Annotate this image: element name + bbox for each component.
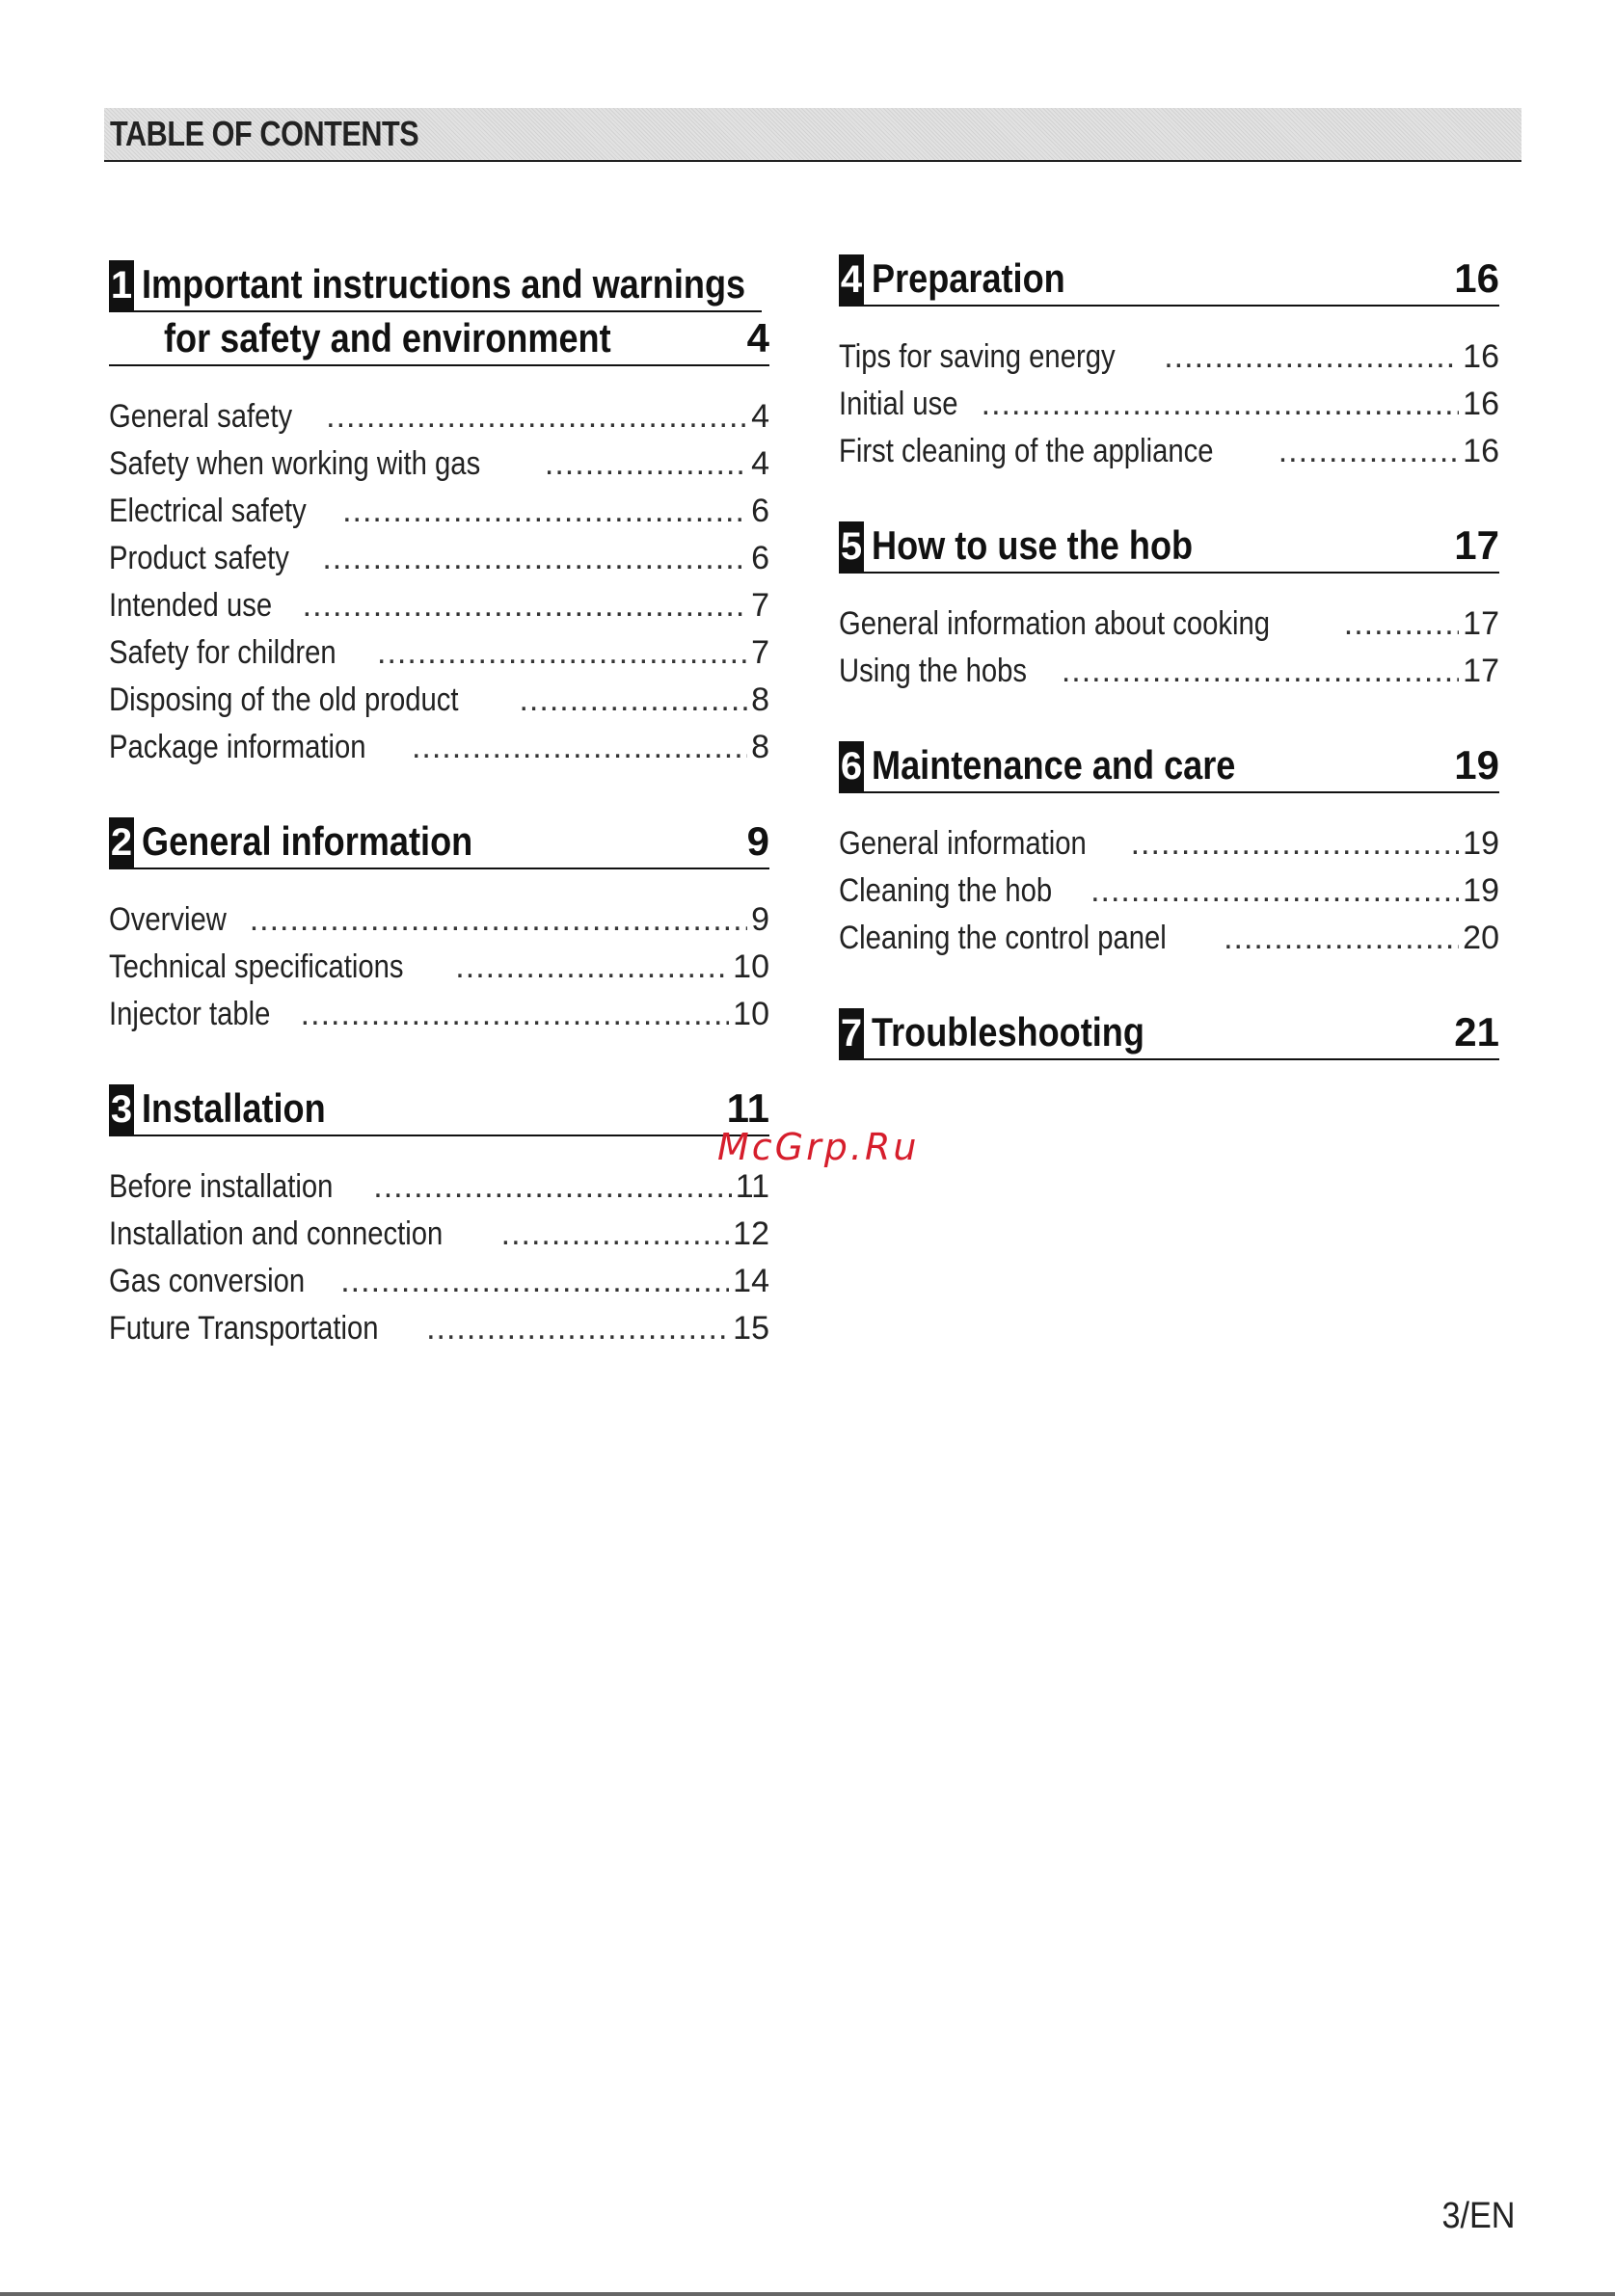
section-number-badge: 1 — [109, 260, 134, 310]
toc-section-3 — [109, 1082, 769, 1352]
entry-page: 16 — [1463, 386, 1499, 422]
entry-page: 20 — [1463, 920, 1499, 956]
entry-label: Product safety — [109, 540, 289, 576]
section-heading[interactable] — [839, 1006, 1499, 1060]
entry-label: Safety when working with gas — [109, 445, 481, 482]
entry-label: Using the hobs — [839, 653, 1028, 689]
entry-label: Cleaning the hob — [839, 872, 1053, 909]
section-heading[interactable] — [839, 739, 1499, 793]
entry-label: First cleaning of the appliance — [839, 433, 1214, 469]
entry-label: Technical specifications — [109, 948, 404, 985]
watermark: McGrp.Ru — [717, 1126, 920, 1168]
leader-dots — [340, 1258, 729, 1305]
leader-dots — [1279, 428, 1459, 475]
toc-entry[interactable] — [109, 724, 769, 771]
section-page-number: 16 — [1454, 255, 1499, 301]
leader-dots — [545, 441, 747, 488]
entry-label: Cleaning the control panel — [839, 920, 1167, 956]
toc-right-column — [839, 253, 1499, 1105]
toc-entry[interactable] — [109, 944, 769, 991]
entry-page: 19 — [1463, 825, 1499, 862]
toc-entry[interactable] — [109, 488, 769, 535]
leader-dots — [1344, 601, 1459, 648]
toc-section-5 — [839, 520, 1499, 695]
section-heading[interactable] — [109, 815, 769, 869]
section-page-number: 4 — [746, 315, 769, 360]
entry-label: Tips for saving energy — [839, 338, 1116, 375]
leader-dots — [1164, 334, 1459, 381]
section-page-number: 17 — [1454, 522, 1499, 568]
section-number-badge: 6 — [839, 741, 864, 791]
entry-page: 17 — [1463, 605, 1499, 642]
leader-dots — [326, 393, 747, 441]
toc-section-4 — [839, 253, 1499, 475]
toc-entry[interactable] — [839, 648, 1499, 695]
entry-page: 7 — [751, 587, 769, 624]
section-title: Important instructions and warnings — [142, 261, 746, 307]
entry-page: 7 — [751, 634, 769, 671]
toc-section-7 — [839, 1006, 1499, 1060]
section-title: Troubleshooting — [872, 1009, 1144, 1055]
entry-page: 6 — [751, 540, 769, 576]
page-number: 3/EN — [1440, 2196, 1515, 2236]
leader-dots — [455, 944, 729, 991]
section-number-badge: 7 — [839, 1008, 864, 1058]
toc-entry[interactable] — [109, 1211, 769, 1258]
entry-page: 10 — [733, 996, 769, 1032]
toc-section-2 — [109, 815, 769, 1038]
entry-page: 16 — [1463, 338, 1499, 375]
leader-dots — [1062, 648, 1459, 695]
toc-entry[interactable] — [839, 601, 1499, 648]
toc-entry[interactable] — [109, 677, 769, 724]
leader-dots — [322, 535, 747, 582]
toc-entry[interactable] — [109, 441, 769, 488]
entry-label: General safety — [109, 398, 293, 435]
entry-label: Overview — [109, 901, 227, 938]
toc-section-1 — [109, 258, 769, 771]
toc-entry[interactable] — [109, 1305, 769, 1352]
toc-entry[interactable] — [109, 629, 769, 677]
toc-title: TABLE OF CONTENTS — [110, 114, 419, 153]
toc-entry[interactable] — [109, 1258, 769, 1305]
toc-entry[interactable] — [839, 915, 1499, 962]
toc-entry[interactable] — [109, 393, 769, 441]
entry-label: Injector table — [109, 996, 271, 1032]
section-number-badge: 4 — [839, 254, 864, 305]
toc-entry[interactable] — [839, 334, 1499, 381]
toc-entry[interactable] — [109, 1163, 769, 1211]
entry-page: 8 — [751, 681, 769, 718]
entry-label: Disposing of the old product — [109, 681, 459, 718]
toc-entry[interactable] — [109, 535, 769, 582]
leader-dots — [342, 488, 747, 535]
toc-header-bar — [104, 108, 1521, 162]
toc-entry[interactable] — [109, 896, 769, 944]
section-title: Installation — [142, 1085, 326, 1131]
section-heading[interactable] — [839, 520, 1499, 574]
bottom-rule — [0, 2292, 1615, 2296]
section-title: General information — [142, 818, 473, 864]
toc-entry[interactable] — [839, 381, 1499, 428]
leader-dots — [412, 724, 747, 771]
section-heading[interactable] — [109, 1082, 769, 1136]
leader-dots — [303, 582, 747, 629]
leader-dots — [1090, 868, 1459, 915]
section-page-number: 21 — [1454, 1009, 1499, 1055]
leader-dots — [1224, 915, 1459, 962]
entry-page: 8 — [751, 729, 769, 765]
leader-dots — [519, 677, 747, 724]
section-number-badge: 5 — [839, 521, 864, 572]
section-number-badge: 3 — [109, 1084, 134, 1135]
entry-label: Safety for children — [109, 634, 336, 671]
section-page-number: 9 — [746, 818, 769, 864]
entry-page: 4 — [751, 445, 769, 482]
entry-page: 19 — [1463, 872, 1499, 909]
entry-page: 4 — [751, 398, 769, 435]
entry-page: 11 — [735, 1168, 769, 1205]
toc-left-column — [109, 258, 769, 1397]
entry-page: 17 — [1463, 653, 1499, 689]
section-title: How to use the hob — [872, 522, 1194, 568]
section-title-continued: for safety and environment — [164, 315, 611, 360]
leader-dots — [1131, 820, 1460, 868]
entry-label: General information about cooking — [839, 605, 1270, 642]
toc-entry[interactable] — [109, 582, 769, 629]
toc-entry[interactable] — [839, 428, 1499, 475]
section-heading[interactable] — [109, 258, 769, 366]
section-heading[interactable] — [839, 253, 1499, 307]
section-page-number: 19 — [1454, 742, 1499, 788]
entry-label: Gas conversion — [109, 1263, 306, 1299]
entry-label: Electrical safety — [109, 493, 307, 529]
leader-dots — [301, 991, 730, 1038]
entry-page: 10 — [733, 948, 769, 985]
entry-page: 14 — [733, 1263, 769, 1299]
entry-label: Package information — [109, 729, 366, 765]
leader-dots — [426, 1305, 729, 1352]
leader-dots — [377, 629, 747, 677]
entry-label: Intended use — [109, 587, 273, 624]
leader-dots — [982, 381, 1460, 428]
leader-dots — [373, 1163, 731, 1211]
entry-label: Before installation — [109, 1168, 334, 1205]
toc-section-6 — [839, 739, 1499, 962]
section-title: Preparation — [872, 255, 1065, 301]
section-title: Maintenance and care — [872, 742, 1236, 788]
entry-page: 12 — [733, 1215, 769, 1252]
entry-page: 9 — [751, 901, 769, 938]
toc-entry[interactable] — [109, 991, 769, 1038]
toc-entry[interactable] — [839, 820, 1499, 868]
leader-dots — [250, 896, 747, 944]
section-number-badge: 2 — [109, 817, 134, 868]
entry-page: 16 — [1463, 433, 1499, 469]
entry-page: 15 — [733, 1310, 769, 1347]
entry-label: Future Transportation — [109, 1310, 379, 1347]
entry-page: 6 — [751, 493, 769, 529]
leader-dots — [501, 1211, 730, 1258]
toc-entry[interactable] — [839, 868, 1499, 915]
section-page-number: 11 — [726, 1085, 769, 1131]
entry-label: General information — [839, 825, 1087, 862]
entry-label: Initial use — [839, 386, 958, 422]
entry-label: Installation and connection — [109, 1215, 444, 1252]
